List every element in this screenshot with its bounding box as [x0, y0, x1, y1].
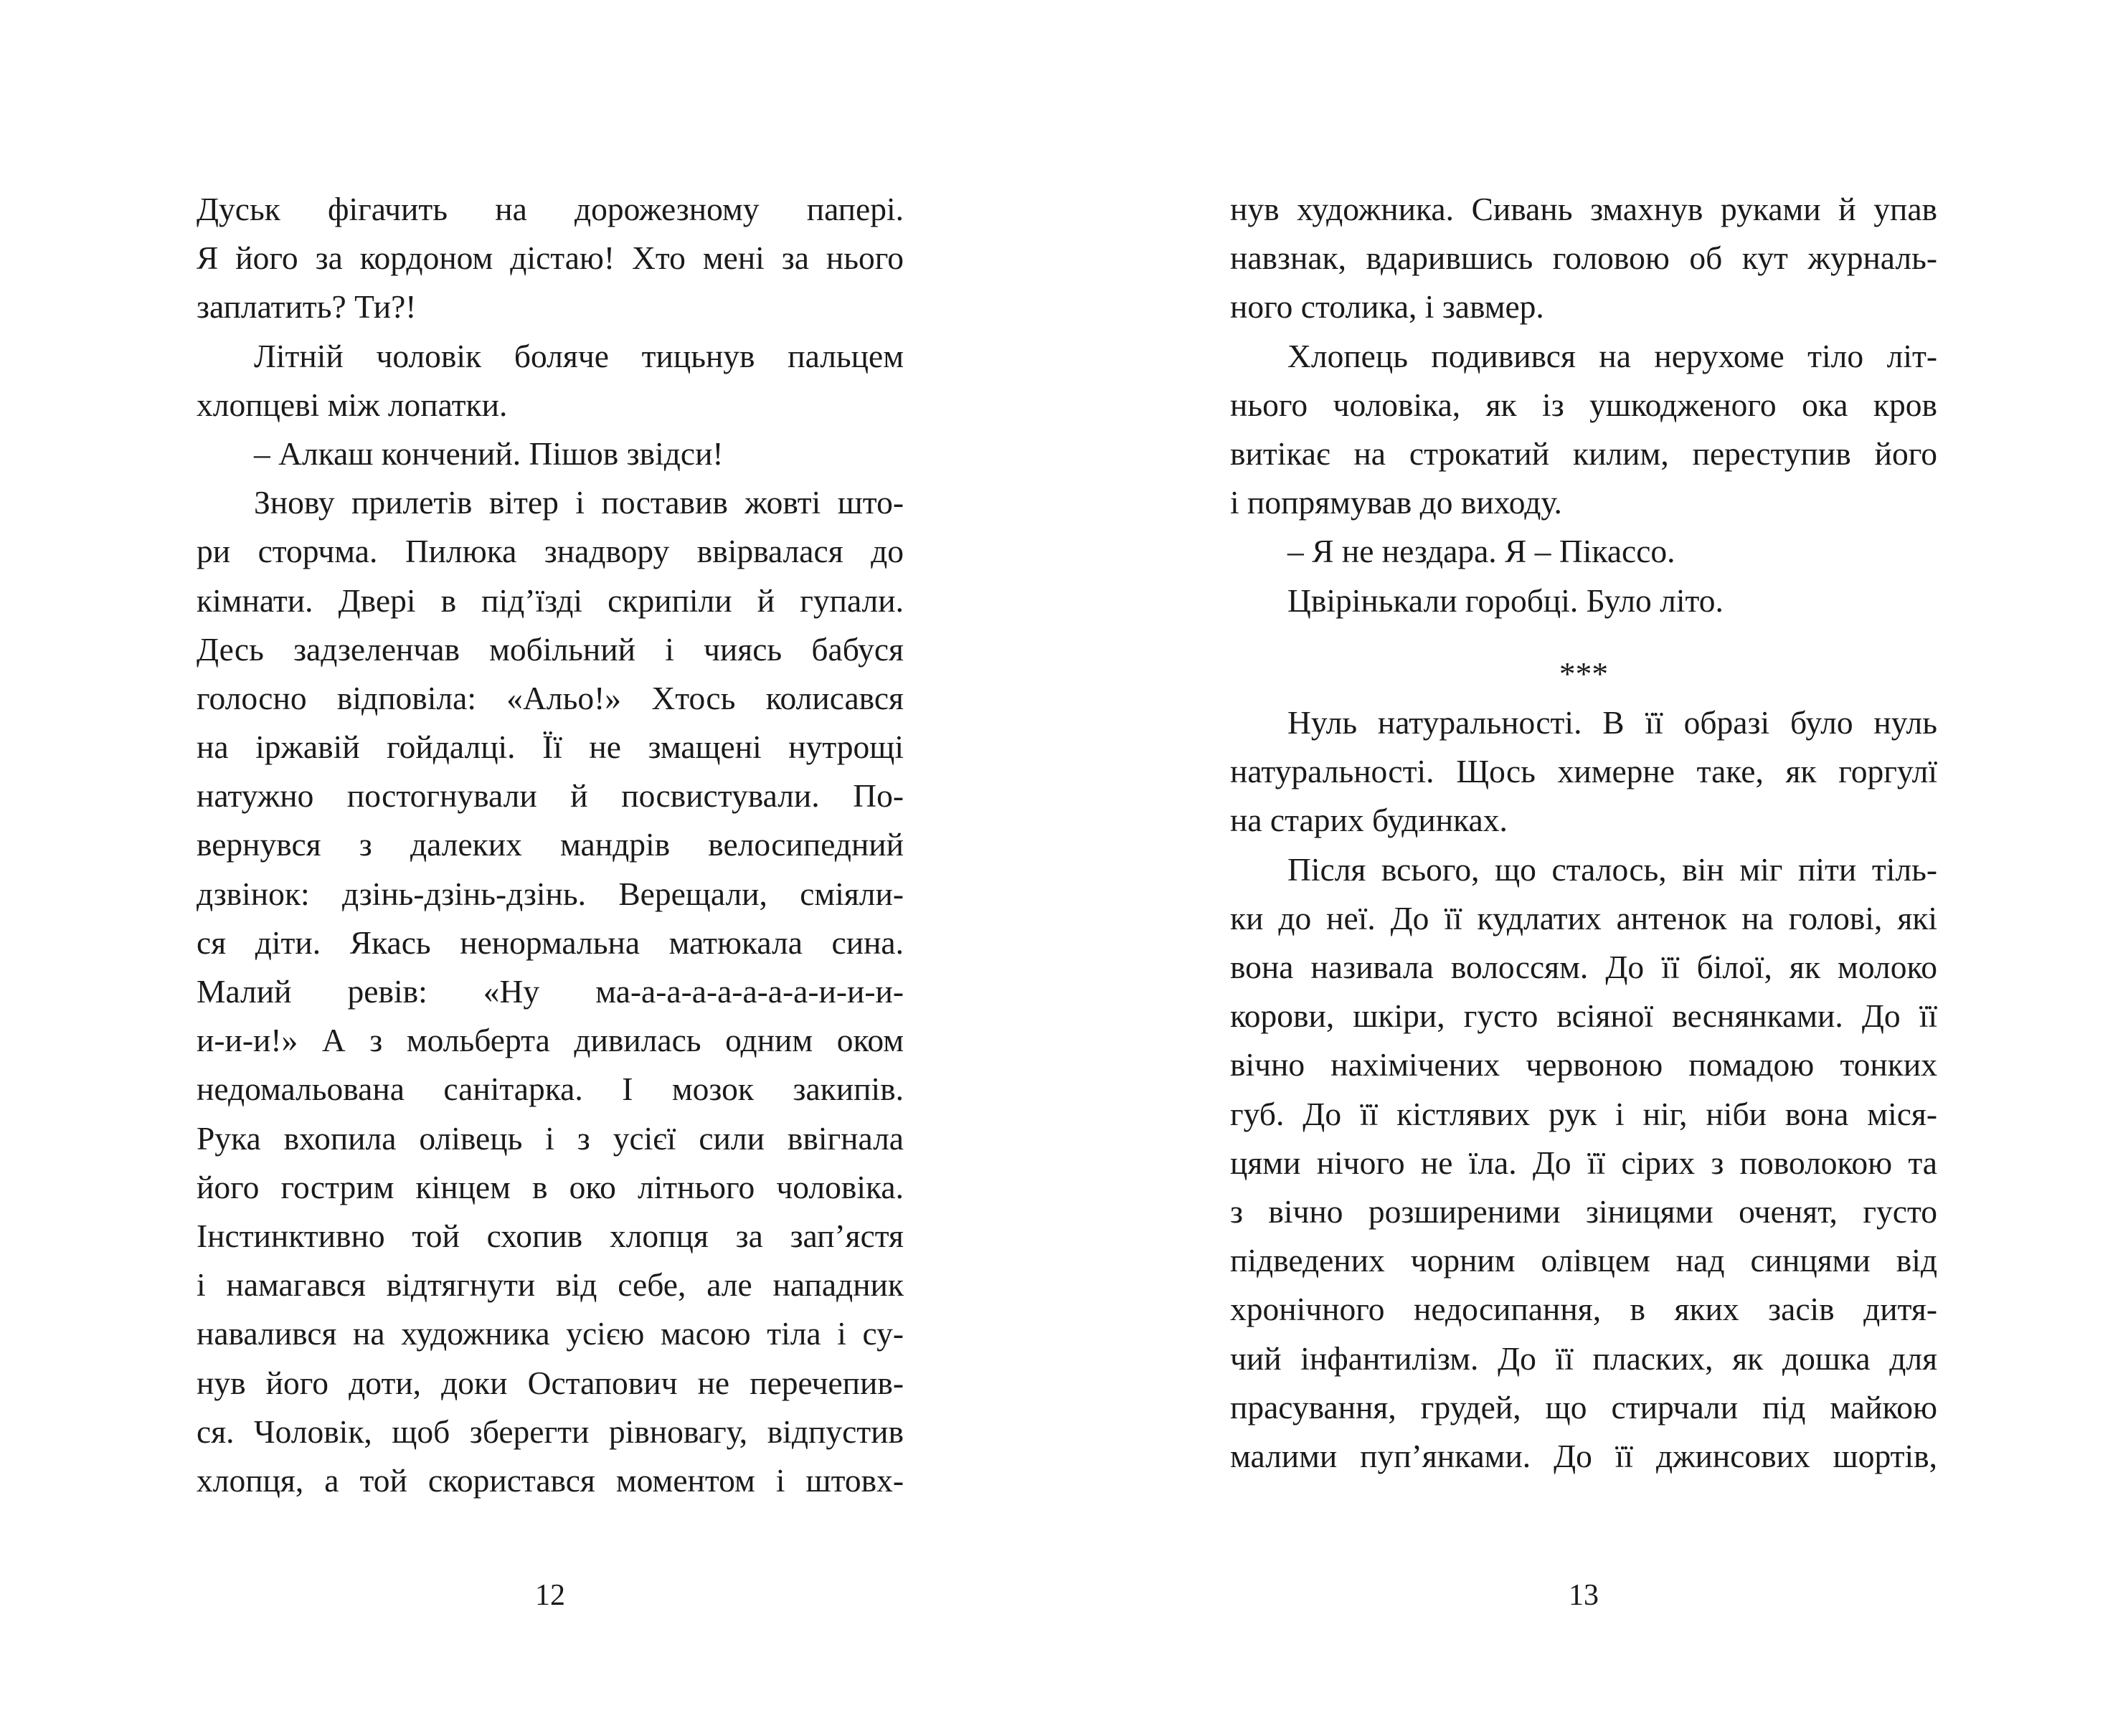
- text-line: вернувся з далеких мандрів велосипедний: [197, 826, 904, 863]
- text-line: навалився на художника усією масою тіла і су-: [197, 1315, 904, 1352]
- right-page-text: [1230, 185, 1937, 1481]
- text-line: Малий ревів: «Ну ма-а-а-а-а-а-а-а-и-и-и-: [197, 973, 904, 1010]
- text-line: малими пуп’янками. До її джинсових шортів,: [1230, 1437, 1937, 1474]
- text-line: натуральності. Щось химерне таке, як горгулї: [1230, 753, 1937, 790]
- text-line: Хлопець подивився на нерухоме тіло літ-: [1287, 337, 1937, 374]
- section-separator: ***: [1559, 655, 1609, 692]
- text-line: натужно постогнували й посвистували. По-: [197, 777, 904, 815]
- text-line: навзнак, вдарившись головою об кут журналь-: [1230, 239, 1937, 277]
- text-line: нув його доти, доки Остапович не перечепив-: [197, 1364, 904, 1401]
- text-line: и-и-и!» А з мольберта дивилась одним оком: [197, 1022, 904, 1059]
- text-line: з вічно розширеними зіницями оченят, густо: [1230, 1192, 1937, 1230]
- text-line: ри сторчма. Пилюка знадвору ввірвалася до: [197, 533, 904, 570]
- text-line: ся. Чоловік, щоб зберегти рівновагу, відпустив: [197, 1413, 904, 1450]
- left-page-text: [197, 185, 904, 1505]
- text-line: хлопцеві між лопатки.: [197, 386, 508, 423]
- text-line: Рука вхопила олівець і з усієї сили ввігнала: [197, 1119, 904, 1157]
- text-line: ного столика, і завмер.: [1230, 288, 1544, 326]
- text-line: його гострим кінцем в око літнього чоловіка.: [197, 1168, 904, 1205]
- page-number: 12: [535, 1579, 565, 1612]
- text-line: Дуськ фігачить на дорожезному папері.: [197, 191, 904, 227]
- text-line: губ. До її кістлявих рук і ніг, ніби вона міся-: [1230, 1095, 1937, 1132]
- dialogue-line: – Я не нездара. Я – Пікассо.: [1287, 533, 1675, 570]
- text-line: корови, шкіри, густо всіяної веснянками. До її: [1230, 997, 1937, 1035]
- text-line: і попрямував до виходу.: [1230, 484, 1562, 521]
- text-line: витікає на строкатий килим, переступив його: [1230, 435, 1937, 472]
- text-line: на старих будинках.: [1230, 802, 1508, 839]
- text-line: Десь задзеленчав мобільний і чиясь бабуся: [197, 630, 904, 668]
- text-line: хлопця, а той скористався моментом і штовх-: [197, 1461, 904, 1499]
- text-line: Інстинктивно той схопив хлопця за зап’ястя: [197, 1217, 904, 1254]
- text-line: цями нічого не їла. До її сірих з поволокою та: [1230, 1144, 1937, 1181]
- text-line: недомальована санітарка. І мозок закипів.: [197, 1071, 904, 1108]
- text-line: хронічного недосипання, в яких засів дитя-: [1230, 1291, 1937, 1328]
- text-line: нього чоловіка, як із ушкодженого ока кров: [1230, 386, 1937, 423]
- text-line: кімнати. Двері в під’їзді скрипіли й гупали.: [197, 582, 904, 619]
- text-line: Знову прилетів вітер і поставив жовті што-: [254, 484, 904, 521]
- text-line: Я його за кордоном дістаю! Хто мені за нього: [197, 239, 904, 277]
- text-line: і намагався відтягнути від себе, але нападник: [197, 1266, 904, 1304]
- text-line: заплатить? Ти?!: [197, 288, 417, 326]
- dialogue-line: – Алкаш кончений. Пішов звідси!: [254, 435, 724, 472]
- text-line: нув художника. Сивань змахнув руками й упав: [1230, 191, 1937, 227]
- text-line: чий інфантилізм. До її пласких, як дошка для: [1230, 1339, 1937, 1377]
- text-line: ки до неї. До її кудлатих антенок на голові, які: [1230, 899, 1937, 936]
- text-line: голосно відповіла: «Альо!» Хтось колисався: [197, 679, 904, 716]
- text-line: підведених чорним олівцем над синцями від: [1230, 1242, 1937, 1279]
- text-line: Цвірінькали горобці. Було літо.: [1287, 582, 1724, 619]
- text-line: вічно нахімічених червоною помадою тонких: [1230, 1046, 1937, 1083]
- text-line: прасування, грудей, що стирчали під майкою: [1230, 1388, 1937, 1426]
- text-line: Після всього, що сталось, він міг піти тіль-: [1287, 850, 1937, 888]
- text-line: дзвінок: дзінь-дзінь-дзінь. Верещали, сміяли-: [197, 875, 904, 912]
- text-line: Нуль натуральності. В її образі було нуль: [1287, 704, 1937, 741]
- right-page: [1059, 0, 2118, 1736]
- text-line: на іржавій гойдалці. Її не змащені нутрощі: [197, 729, 904, 766]
- page-number: 13: [1569, 1579, 1599, 1612]
- text-line: ся діти. Якась ненормальна матюкала сина.: [197, 924, 904, 961]
- text-line: вона називала волоссям. До її білої, як молоко: [1230, 949, 1937, 985]
- text-line: Літній чоловік боляче тицьнув пальцем: [254, 337, 904, 374]
